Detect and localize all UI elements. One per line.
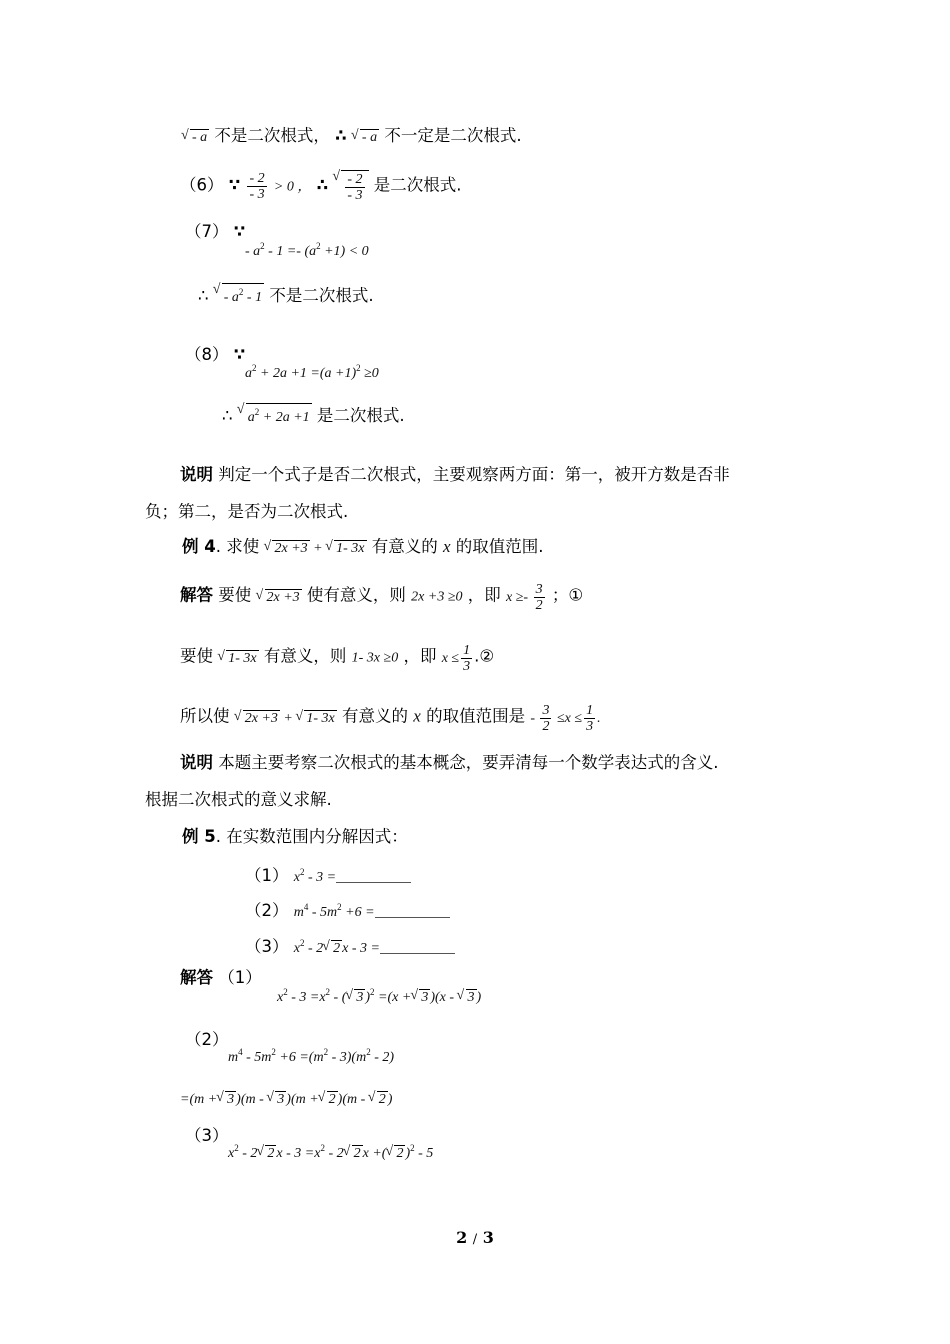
answer-5-part-1: 解答 （1）	[180, 968, 262, 987]
item-6: （6） ∵ $\frac{- 2}{- 3}$ > 0 ， ∴ √ $\frac{- 2}{- 3}$ 是二次根式.	[180, 170, 462, 203]
answer-4-line-1: 解答 要使 √ 2x +3 使有意义，则 2x +3 ≥0 ，即 x ≥- $\frac{3}{2}$ ；①	[180, 582, 583, 613]
answer-5-eq-2: $m^4 - 5m^2 +6 =(m^2 - 3)(m^2 - 2)$	[228, 1047, 395, 1065]
example-5-part-3: （3） $x^2 - 2√$ 2 x - 3 =	[245, 931, 455, 961]
answer-5-eq-1: $x^2 - 3 =x^2$ - (√ 3 )$^2$ =(x +√ 3 )(x - √ 3 )	[277, 980, 481, 1010]
note-1-line-1: 说明 判定一个式子是否二次根式，主要观察两方面：第一，被开方数是否非	[180, 465, 730, 484]
answer-5-part-2: （2）	[185, 1030, 229, 1049]
answer-5-eq-2b: =(m +√ 3 )(m - √ 3 )(m +√ 2 )(m - √ 2 )	[180, 1088, 392, 1112]
item-8: （8） ∵	[185, 345, 246, 364]
item-7-conclusion: ∴ √ - $a^2 - 1$ 不是二次根式.	[198, 283, 374, 310]
item-7-equation: - $a^2 - 1 =- (a^2 +1) < 0$	[245, 241, 369, 259]
item-8-conclusion: ∴ √ $a^2 + 2a +1$ 是二次根式.	[222, 403, 405, 430]
item-8-equation: $a^2 + 2a +1 =(a +1)^2 \ge 0$	[245, 363, 379, 381]
answer-5-eq-3: $x^2 - 2√$ 2 $x - 3 =x^2 - 2√$ 2 x +(√ 2 )$^2$ - 5	[228, 1136, 433, 1166]
text-line: √ - a 不是二次根式， ∴ √ - a 不一定是二次根式.	[182, 124, 522, 150]
example-5-part-1: （1） $x^2 - 3$ =	[245, 860, 411, 890]
note-2-line-1: 说明 本题主要考察二次根式的基本概念，要弄清每一个数学表达式的含义.	[180, 753, 719, 772]
example-5: 例 5. 在实数范围内分解因式：	[182, 827, 408, 846]
page-number: 2 / 3	[456, 1228, 494, 1247]
answer-4-line-2: 要使 √ 1- 3x 有意义，则 1- 3x ≥0 ，即 x ≤ $\frac{1}{3}$ .②	[180, 643, 494, 674]
example-5-part-2: （2） $m^4 - 5m^2 +6$ =	[245, 895, 450, 925]
note-1-line-2: 负；第二，是否为二次根式.	[145, 502, 349, 521]
note-2-line-2: 根据二次根式的意义求解.	[145, 790, 332, 809]
answer-5-part-3: （3）	[185, 1126, 229, 1145]
example-4: 例 4. 求使 √ 2x +3 + √ 1- 3x 有意义的 x 的取值范围.	[182, 535, 544, 561]
item-7: （7） ∵	[185, 222, 246, 241]
answer-4-line-3: 所以使 √ 2x +3 + √ 1- 3x 有意义的 x 的取值范围是 - $\frac{3}{2}$ ≤x ≤ $\frac{1}{3}$ .	[180, 703, 601, 734]
